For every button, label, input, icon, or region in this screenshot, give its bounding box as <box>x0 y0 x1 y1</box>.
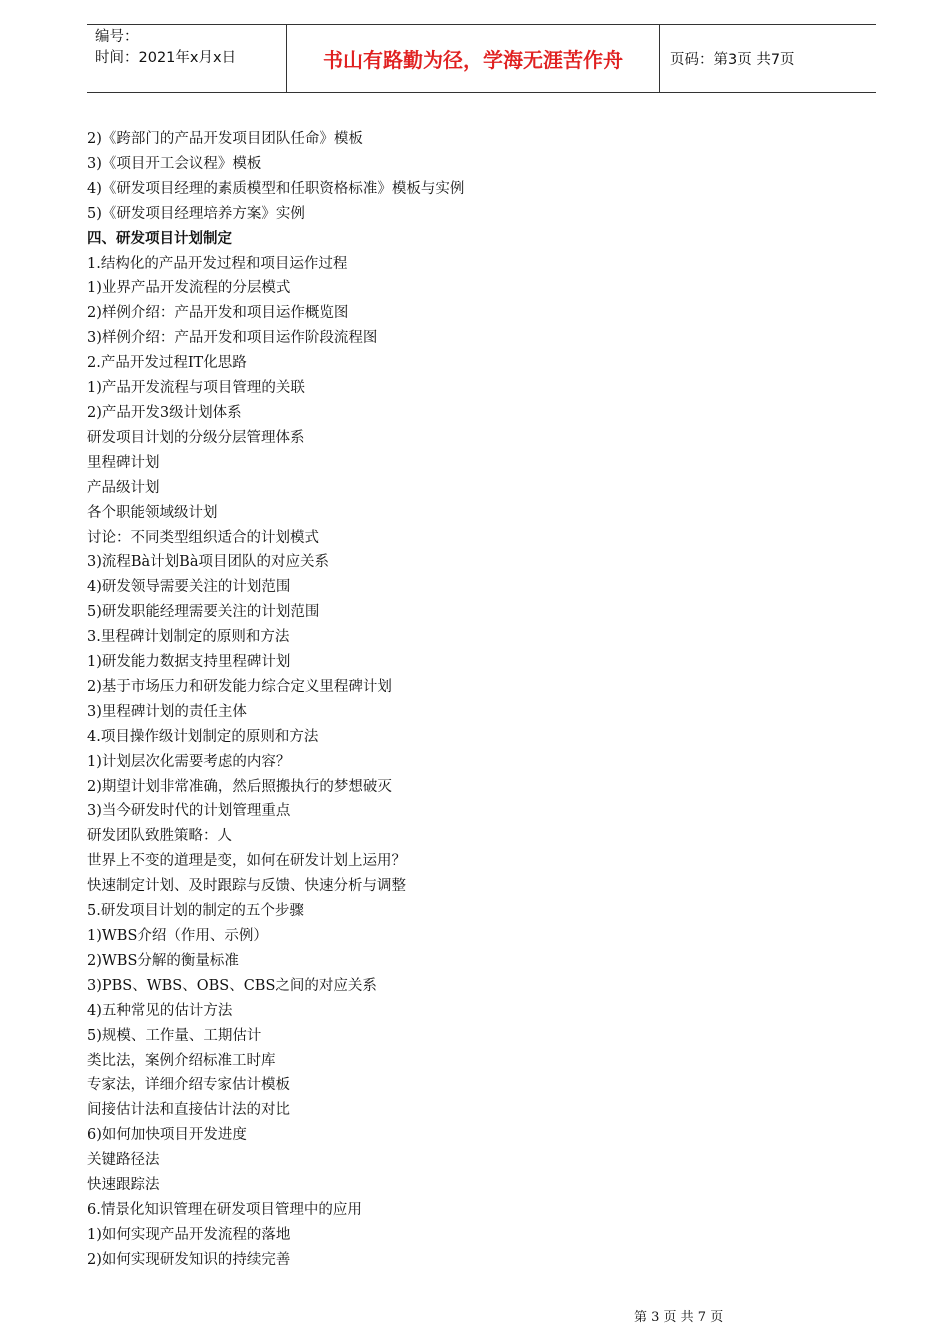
page-footer: 第 3 页 共 7 页 <box>634 1310 724 1325</box>
document-number-label: 编号： <box>95 29 139 45</box>
section-heading: 四、研发项目计划制定 <box>87 229 232 247</box>
text-line: 间接估计法和直接估计法的对比 <box>87 1102 290 1119</box>
text-line: 1)研发能力数据支持里程碑计划 <box>87 654 291 671</box>
text-line: 5)研发职能经理需要关注的计划范围 <box>87 604 320 621</box>
text-line: 1)WBS介绍（作用、示例） <box>87 928 268 944</box>
text-line: 研发团队致胜策略：人 <box>87 828 232 845</box>
text-line: 3)样例介绍：产品开发和项目运作阶段流程图 <box>87 330 378 347</box>
header-meta <box>87 25 286 92</box>
text-line: 1.结构化的产品开发过程和项目运作过程 <box>87 255 348 272</box>
text-line: 世界上不变的道理是变，如何在研发计划上运用？ <box>87 853 406 870</box>
header-motto: 书山有路勤为径，学海无涯苦作舟 <box>286 25 660 92</box>
text-line: 2)《跨部门的产品开发项目团队任命》模板 <box>87 131 363 147</box>
text-line: 产品级计划 <box>87 479 160 496</box>
text-line: 3.里程碑计划制定的原则和方法 <box>87 629 290 646</box>
header-page-info: 页码：第3页 共7页 <box>670 52 795 68</box>
text-line: 3)里程碑计划的责任主体 <box>87 703 247 720</box>
text-line: 2.产品开发过程IT化思路 <box>87 355 247 372</box>
text-line: 3)当今研发时代的计划管理重点 <box>87 803 291 820</box>
text-line: 6)如何加快项目开发进度 <box>87 1127 247 1144</box>
text-line: 1)如何实现产品开发流程的落地 <box>87 1226 291 1243</box>
text-line: 2)基于市场压力和研发能力综合定义里程碑计划 <box>87 678 392 695</box>
text-line: 2)产品开发3级计划体系 <box>87 404 242 421</box>
text-line: 6.情景化知识管理在研发项目管理中的应用 <box>87 1201 362 1218</box>
text-line: 讨论：不同类型组织适合的计划模式 <box>87 529 319 546</box>
text-line: 4.项目操作级计划制定的原则和方法 <box>87 728 319 745</box>
page-header <box>87 24 876 93</box>
text-line: 5)《研发项目经理培养方案》实例 <box>87 205 305 222</box>
text-line: 5.研发项目计划的制定的五个步骤 <box>87 903 304 920</box>
text-line: 4)《研发项目经理的素质模型和任职资格标准》模板与实例 <box>87 180 465 197</box>
text-line: 1)计划层次化需要考虑的内容？ <box>87 753 291 770</box>
text-line: 3)《项目开工会议程》模板 <box>87 155 262 172</box>
text-line: 各个职能领域级计划 <box>87 504 218 521</box>
text-line: 2)期望计划非常准确，然后照搬执行的梦想破灭 <box>87 778 392 795</box>
text-line: 里程碑计划 <box>87 454 160 471</box>
text-line: 研发项目计划的分级分层管理体系 <box>87 429 305 446</box>
text-line: 快速制定计划、及时跟踪与反馈、快速分析与调整 <box>87 878 406 895</box>
text-line: 专家法，详细介绍专家估计模板 <box>87 1077 290 1094</box>
document-body <box>87 127 867 1273</box>
text-line: 3)流程Bà计划Bà项目团队的对应关系 <box>87 554 329 571</box>
text-line: 5)规模、工作量、工期估计 <box>87 1027 262 1044</box>
text-line: 快速跟踪法 <box>87 1177 160 1194</box>
text-line: 2)WBS分解的衡量标准 <box>87 952 239 969</box>
text-line: 1)产品开发流程与项目管理的关联 <box>87 380 305 397</box>
text-line: 4)五种常见的估计方法 <box>87 1002 233 1019</box>
text-line: 2)如何实现研发知识的持续完善 <box>87 1251 291 1268</box>
text-line: 关键路径法 <box>87 1152 160 1169</box>
text-line: 3)PBS、WBS、OBS、CBS之间的对应关系 <box>87 977 377 994</box>
text-line: 1)业界产品开发流程的分层模式 <box>87 280 291 297</box>
text-line: 4)研发领导需要关注的计划范围 <box>87 579 291 596</box>
document-time-label: 时间：2021年x月x日 <box>95 50 237 66</box>
text-line: 类比法，案例介绍标准工时库 <box>87 1052 276 1069</box>
text-line: 2)样例介绍：产品开发和项目运作概览图 <box>87 305 349 322</box>
